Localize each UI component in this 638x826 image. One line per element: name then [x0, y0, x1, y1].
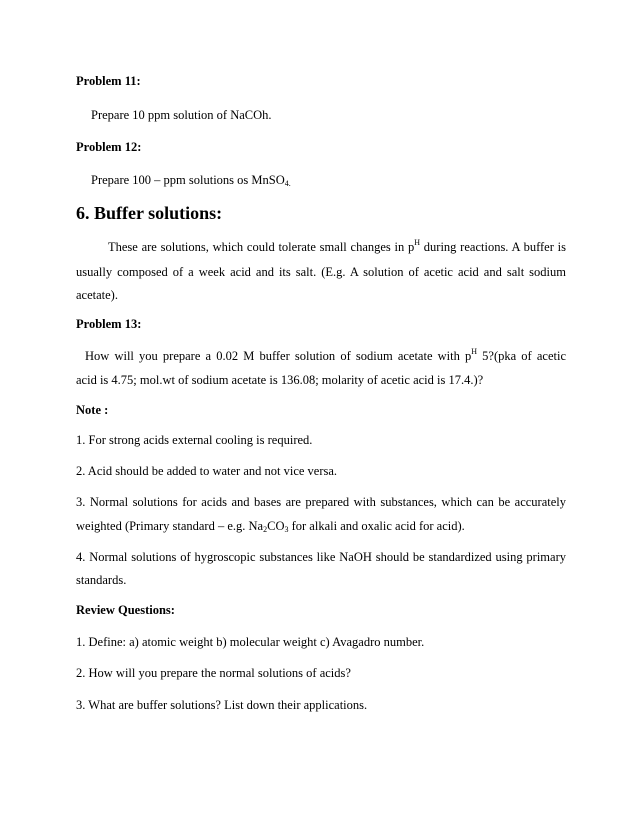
buffer-paragraph-line-3: acetate). — [76, 288, 118, 302]
buffer-p1-text-a: These are solutions, which could tolerate small changes in p — [108, 240, 415, 254]
problem-12-subscript: 4. — [284, 179, 291, 188]
section-6-title: 6. Buffer solutions: — [76, 203, 223, 223]
problem-13-heading: Problem 13: — [76, 317, 142, 331]
buffer-p1-superscript: H — [414, 238, 421, 247]
problem-12-heading: Problem 12: — [76, 140, 142, 154]
note-3-text-a: weighted (Primary standard – e.g. Na — [76, 519, 264, 533]
problem-13-line-1 — [85, 348, 566, 364]
problem-11-heading: Problem 11: — [76, 74, 141, 88]
problem-13-text-b: 5?(pka of acetic — [477, 349, 566, 363]
problem-12-text-main: Prepare 100 – ppm solutions os MnSO — [91, 173, 285, 187]
review-question-2: 2. How will you prepare the normal solutions of acids? — [76, 666, 351, 680]
review-heading: Review Questions: — [76, 603, 175, 617]
note-3-subscript-2: 3 — [284, 525, 289, 534]
review-question-3: 3. What are buffer solutions? List down their applications. — [76, 698, 368, 712]
buffer-paragraph-line-2: usually composed of a week acid and its salt. (E.g. A solution of acetic acid and salt sodium — [76, 265, 566, 279]
problem-13-superscript: H — [471, 347, 478, 356]
note-item-3-line-2 — [76, 518, 566, 534]
note-3-text-c: for alkali and oxalic acid for acid). — [288, 519, 465, 533]
buffer-paragraph-line-1 — [108, 239, 566, 255]
problem-13-text-a: How will you prepare a 0.02 M buffer solution of sodium acetate with p — [85, 349, 472, 363]
note-item-4-line-2: standards. — [76, 573, 127, 587]
problem-11-text: Prepare 10 ppm solution of NaCOh. — [91, 108, 272, 122]
note-heading: Note : — [76, 403, 109, 417]
note-3-subscript-1: 2 — [263, 525, 268, 534]
note-item-1: 1. For strong acids external cooling is required. — [76, 433, 313, 447]
note-3-text-b: CO — [267, 519, 285, 533]
note-item-3-line-1: 3. Normal solutions for acids and bases are prepared with substances, which can be accurately — [76, 495, 566, 509]
review-question-1: 1. Define: a) atomic weight b) molecular weight c) Avagadro number. — [76, 635, 425, 649]
buffer-p1-text-b: during reactions. A buffer is — [420, 240, 566, 254]
note-item-2: 2. Acid should be added to water and not vice versa. — [76, 464, 338, 478]
note-item-4-line-1: 4. Normal solutions of hygroscopic substances like NaOH should be standardized using primary — [76, 550, 566, 564]
problem-12-text — [91, 172, 581, 188]
problem-13-line-2: acid is 4.75; mol.wt of sodium acetate is 136.08; molarity of acetic acid is 17.4.)? — [76, 373, 484, 387]
